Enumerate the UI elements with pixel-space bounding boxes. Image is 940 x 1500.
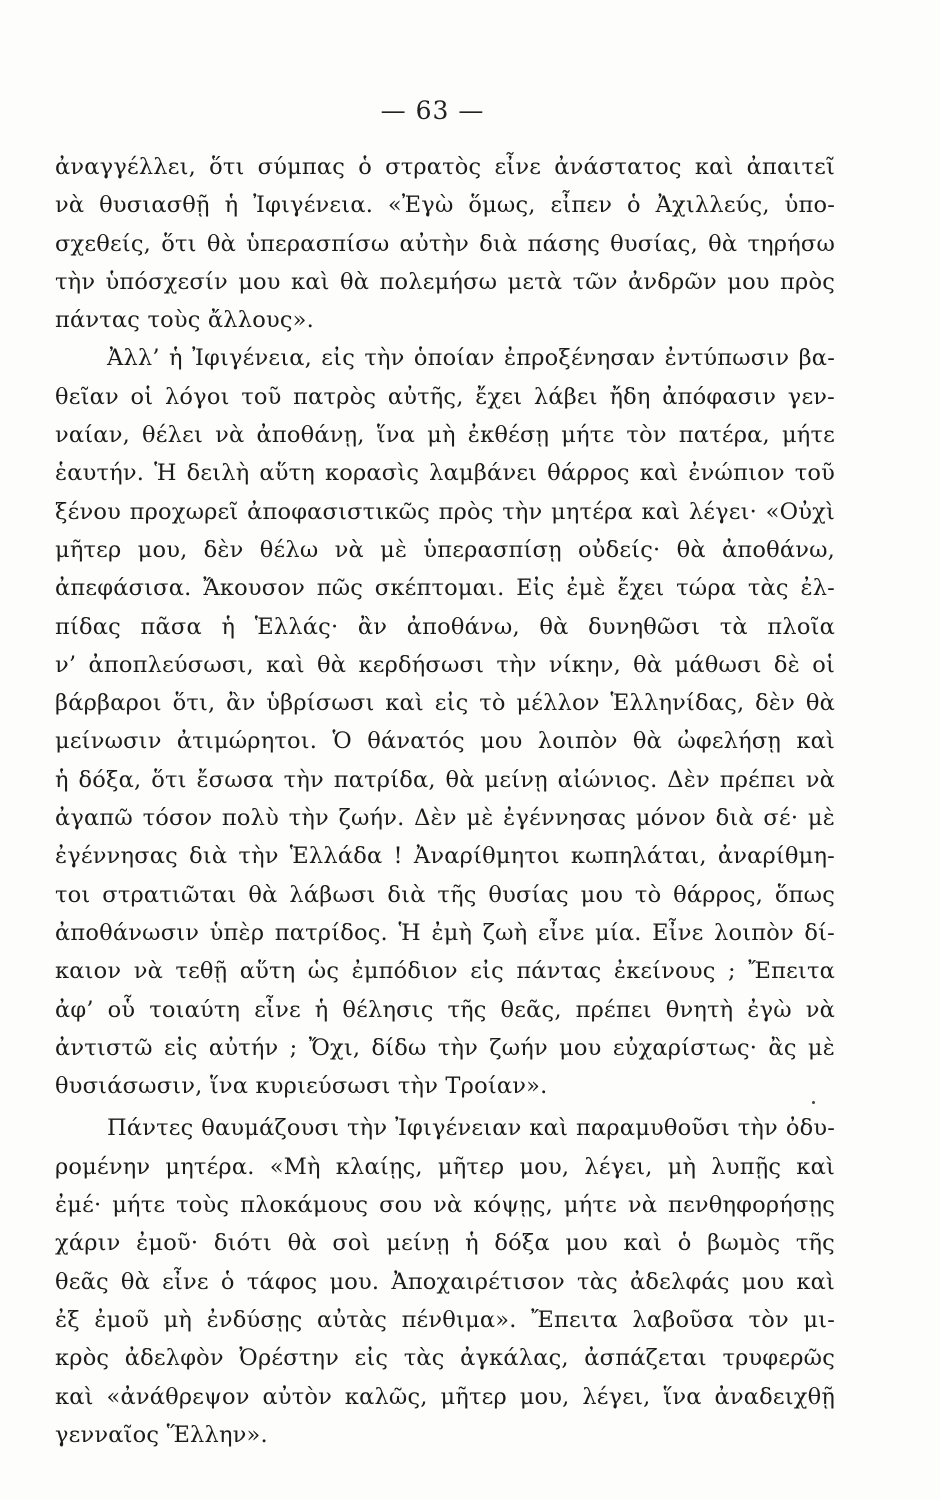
text-line: πάντας τοὺς ἄλλους». (55, 307, 314, 334)
text-line: ν’ ἀποπλεύσωσι, καὶ θὰ κερδήσωσι τὴν νίκην, θὰ μάθωσι δὲ οἱ (55, 651, 835, 678)
text-line: ἐγέννησας διὰ τὴν Ἑλλάδα ! Ἀναρίθμητοι κωπηλάται, ἀναρίθμη- (55, 843, 835, 870)
text-line: ναίαν, θέλει νὰ ἀποθάνῃ, ἵνα μὴ ἐκθέσῃ μήτε τὸν πατέρα, μήτε (55, 422, 835, 449)
text-line: ἀφ’ οὗ τοιαύτη εἶνε ἡ θέλησις τῆς θεᾶς, πρέπει θνητὴ ἐγὼ νὰ (55, 996, 835, 1023)
paragraph-start-line: Πάντες θαυμάζουσι τὴν Ἰφιγένειαν καὶ παραμυθοῦσι τὴν ὀδυ- (107, 1115, 835, 1142)
text-line: σχεθείς, ὅτι θὰ ὑπερασπίσω αὐτὴν διὰ πάσης θυσίας, θὰ τηρήσω (55, 230, 835, 257)
text-line: μῆτερ μου, δὲν θέλω νὰ μὲ ὑπερασπίσῃ οὐδείς· θὰ ἀποθάνω, (55, 536, 835, 563)
text-line: ρομένην μητέρα. «Μὴ κλαίῃς, μῆτερ μου, λέγει, μὴ λυπῇς καὶ (55, 1153, 835, 1180)
text-line: μείνωσιν ἀτιμώρητοι. Ὁ θάνατός μου λοιπὸν θὰ ὠφελήσῃ καὶ (55, 728, 835, 755)
text-line: θεῖαν οἱ λόγοι τοῦ πατρὸς αὐτῆς, ἔχει λάβει ἤδη ἀπόφασιν γεν- (55, 383, 835, 410)
page-number: — 63 — (380, 96, 485, 125)
text-line: καιον νὰ τεθῇ αὕτη ὡς ἐμπόδιον εἰς πάντας ἐκείνους ; Ἔπειτα (55, 958, 835, 985)
text-line: ἀγαπῶ τόσον πολὺ τὴν ζωήν. Δὲν μὲ ἐγέννησας μόνον διὰ σέ· μὲ (55, 805, 835, 832)
text-line: κρὸς ἀδελφὸν Ὀρέστην εἰς τὰς ἀγκάλας, ἀσπάζεται τρυφερῶς (55, 1345, 835, 1372)
paragraph-start-line: Ἀλλ’ ἡ Ἰφιγένεια, εἰς τὴν ὁποίαν ἐπροξένησαν ἐντύπωσιν βα- (107, 345, 835, 372)
text-line: τὴν ὑπόσχεσίν μου καὶ θὰ πολεμήσω μετὰ τῶν ἀνδρῶν μου πρὸς (55, 268, 835, 295)
text-line: θυσιάσωσιν, ἵνα κυριεύσωσι τὴν Τροίαν». (55, 1073, 548, 1100)
text-line: ἡ δόξα, ὅτι ἔσωσα τὴν πατρίδα, θὰ μείνῃ αἰώνιος. Δὲν πρέπει νὰ (55, 766, 835, 793)
text-line: βάρβαροι ὅτι, ἂν ὑβρίσωσι καὶ εἰς τὸ μέλλον Ἑλληνίδας, δὲν θὰ (55, 690, 835, 717)
text-line: θεᾶς θὰ εἶνε ὁ τάφος μου. Ἀποχαιρέτισον τὰς ἀδελφάς μου καὶ (55, 1268, 835, 1295)
text-line: ἑαυτήν. Ἡ δειλὴ αὕτη κορασὶς λαμβάνει θάρρος καὶ ἐνώπιον τοῦ (55, 460, 835, 487)
stray-print-dot (812, 1101, 815, 1104)
text-line: καὶ «ἀνάθρεψον αὐτὸν καλῶς, μῆτερ μου, λέγει, ἵνα ἀναδειχθῇ (55, 1383, 835, 1410)
text-line: ἀπεφάσισα. Ἄκουσον πῶς σκέπτομαι. Εἰς ἐμὲ ἔχει τώρα τὰς ἐλ- (55, 575, 835, 602)
text-line: ἀποθάνωσιν ὑπὲρ πατρίδος. Ἡ ἐμὴ ζωὴ εἶνε μία. Εἶνε λοιπὸν δί- (55, 919, 835, 946)
text-line: ἐμέ· μήτε τοὺς πλοκάμους σου νὰ κόψῃς, μήτε νὰ πενθηφορήσῃς (55, 1192, 835, 1219)
text-line: τοι στρατιῶται θὰ λάβωσι διὰ τῆς θυσίας μου τὸ θάρρος, ὅπως (55, 881, 835, 908)
body-text (55, 148, 835, 1454)
text-line: χάριν ἐμοῦ· διότι θὰ σοὶ μείνῃ ἡ δόξα μου καὶ ὁ βωμὸς τῆς (55, 1230, 835, 1257)
text-line: νὰ θυσιασθῇ ἡ Ἰφιγένεια. «Ἐγὼ ὅμως, εἶπεν ὁ Ἀχιλλεύς, ὑπο- (55, 192, 835, 219)
text-line: ἐξ ἐμοῦ μὴ ἐνδύσῃς αὐτὰς πένθιμα». Ἔπειτα λαβοῦσα τὸν μι- (55, 1306, 835, 1333)
text-line: γενναῖος Ἕλλην». (55, 1421, 268, 1448)
text-line: ξένου προχωρεῖ ἀποφασιστικῶς πρὸς τὴν μητέρα καὶ λέγει· «Οὐχὶ (55, 498, 835, 525)
text-line: πίδας πᾶσα ἡ Ἑλλάς· ἂν ἀποθάνω, θὰ δυνηθῶσι τὰ πλοῖα (55, 613, 835, 640)
text-line: ἀναγγέλλει, ὅτι σύμπας ὁ στρατὸς εἶνε ἀνάστατος καὶ ἀπαιτεῖ (55, 154, 835, 180)
text-line: ἀντιστῶ εἰς αὐτήν ; Ὄχι, δίδω τὴν ζωήν μου εὐχαρίστως· ἂς μὲ (55, 1034, 835, 1061)
